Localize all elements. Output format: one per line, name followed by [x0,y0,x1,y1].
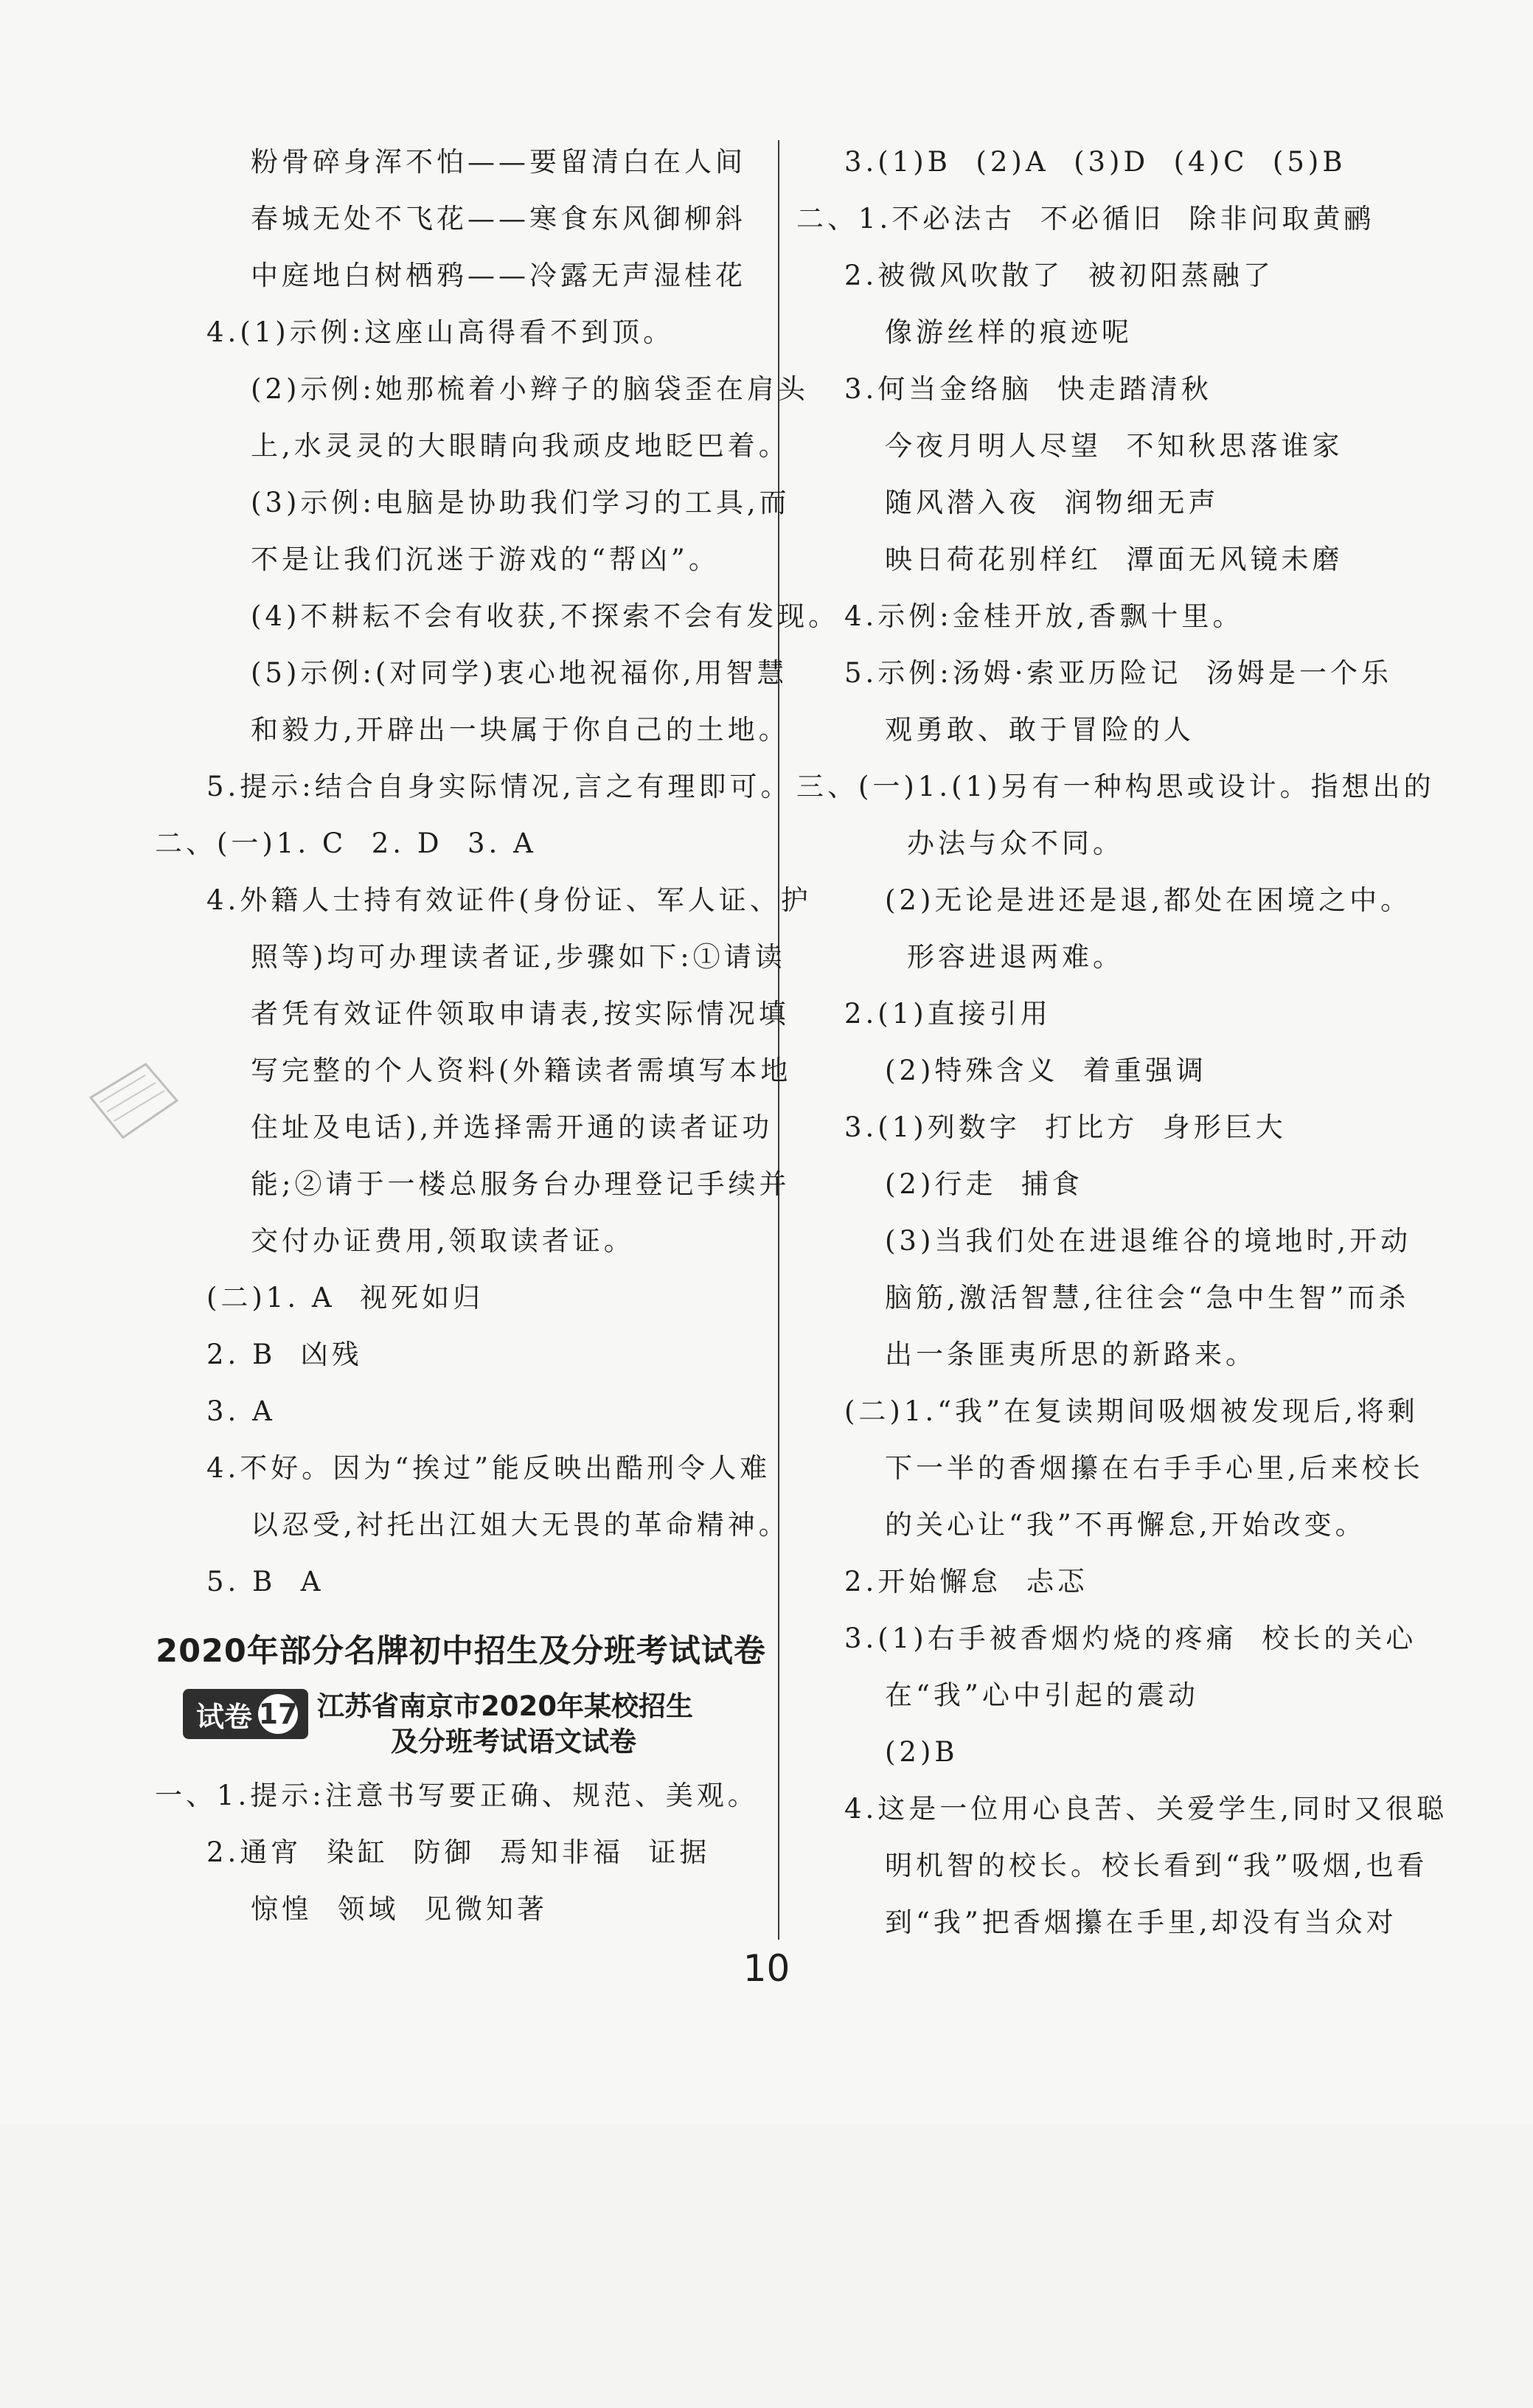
right-column-answer-line: 5.示例:汤姆·索亚历险记 汤姆是一个乐 [844,657,1393,689]
left-column-answer-line: 者凭有效证件领取申请表,按实际情况填 [251,998,790,1030]
left-column-answer-line: 住址及电话),并选择需开通的读者证功 [251,1111,774,1143]
right-column-answer-line: (2)行走 捕食 [885,1168,1083,1200]
right-column-answer-line: 3.何当金络脑 快走踏清秋 [844,373,1212,405]
left-column-answer-line: 5. B A [206,1566,324,1597]
left-column-answer-line: 中庭地白树栖鸦——冷露无声湿桂花 [251,260,746,291]
right-column-answer-line: 3.(1)列数字 打比方 身形巨大 [844,1111,1287,1143]
right-column-answer-line: (2)无论是进还是退,都处在困境之中。 [885,884,1412,916]
right-column-answer-line: 随风潜入夜 润物细无声 [885,487,1220,518]
left-column-answer-line: (2)示例:她那梳着小辫子的脑袋歪在肩头 [251,373,809,405]
left-column-answer-line: (5)示例:(对同学)衷心地祝福你,用智慧 [251,657,788,689]
left-column-answer-line: (二)1. A 视死如归 [206,1282,484,1314]
left-column-answer-line: 4.(1)示例:这座山高得看不到顶。 [206,316,675,348]
right-column-answer-line: 的关心让“我”不再懈怠,开始改变。 [885,1509,1366,1541]
left-column-answer-line: 5.提示:结合自身实际情况,言之有理即可。 [206,771,792,802]
left-column-after-line: 一、1.提示:注意书写要正确、规范、美观。 [155,1780,759,1811]
left-column-answer-line: 春城无处不飞花——寒食东风御柳斜 [251,203,746,235]
right-column-answer-line: 映日荷花别样红 潭面无风镜未磨 [885,544,1343,575]
right-column-answer-line: 到“我”把香烟攥在手里,却没有当众对 [885,1906,1397,1938]
right-column-answer-line: 二、1.不必法古 不必循旧 除非问取黄鹂 [796,203,1375,235]
right-column-answer-line: 像游丝样的痕迹呢 [885,316,1133,348]
left-column-answer-line: (4)不耕耘不会有收获,不探索不会有发现。 [251,600,840,632]
right-column-answer-line: 出一条匪夷所思的新路来。 [885,1339,1256,1370]
right-column-answer-line: (3)当我们处在进退维谷的境地时,开动 [885,1225,1412,1257]
right-column-answer-line: 今夜月明人尽望 不知秋思落谁家 [885,430,1343,462]
exam-title-line-1: 江苏省南京市2020年某校招生 [317,1690,693,1722]
right-column-answer-line: 观勇敢、敢于冒险的人 [885,714,1195,746]
exam-badge [183,1689,308,1739]
right-column-answer-line: 明机智的校长。校长看到“我”吸烟,也看 [885,1850,1428,1881]
right-column-answer-line: 在“我”心中引起的震动 [885,1679,1199,1711]
left-column-answer-line: 不是让我们沉迷于游戏的“帮凶”。 [251,544,720,575]
right-column-answer-line: 4.示例:金桂开放,香飘十里。 [844,600,1244,632]
left-column-answer-line: 和毅力,开辟出一块属于你自己的土地。 [251,714,790,746]
left-column-answer-line: 2. B 凶残 [206,1339,363,1370]
left-column-after-line: 2.通宵 染缸 防御 焉知非福 证据 [206,1836,711,1868]
right-column-answer-line: 三、(一)1.(1)另有一种构思或设计。指想出的 [796,771,1435,802]
left-column-answer-line: 以忍受,衬托出江姐大无畏的革命精神。 [251,1509,790,1541]
left-column-answer-line: 写完整的个人资料(外籍读者需填写本地 [251,1055,792,1086]
exam-badge-label: 试卷 [196,1700,253,1733]
right-column-answer-line: 形容进退两难。 [907,941,1124,973]
right-column-answer-line: 办法与众不同。 [907,827,1124,859]
right-column-answer-line: (二)1.“我”在复读期间吸烟被发现后,将剩 [844,1395,1419,1427]
right-column-answer-line: 2.被微风吹散了 被初阳蒸融了 [844,260,1274,291]
left-column-answer-line: 4.不好。因为“挨过”能反映出酷刑令人难 [206,1452,771,1484]
right-column-answer-line: 下一半的香烟攥在右手手心里,后来校长 [885,1452,1424,1484]
left-column-answer-line: 3. A [206,1395,276,1427]
left-column-answer-line: 交付办证费用,领取读者证。 [251,1225,635,1257]
page-number: 10 [743,1947,790,1990]
right-column-answer-line: 3.(1)右手被香烟灼烧的疼痛 校长的关心 [844,1623,1417,1654]
left-column-answer-line: 二、(一)1. C 2. D 3. A [155,827,537,859]
left-column-after-line: 惊惶 领域 见微知著 [251,1893,549,1925]
left-column-answer-line: 4.外籍人士持有效证件(身份证、军人证、护 [206,884,812,916]
right-column-answer-line: 3.(1)B (2)A (3)D (4)C (5)B [844,146,1346,178]
section-heading: 2020年部分名牌初中招生及分班考试试卷 [156,1633,766,1670]
exam-badge-number: 17 [258,1694,298,1734]
right-column-answer-line: 2.开始懈怠 忐忑 [844,1566,1088,1597]
exam-title [317,1689,767,1760]
column-divider [778,140,779,1940]
left-column-answer-line: (3)示例:电脑是协助我们学习的工具,而 [251,487,790,518]
left-column-answer-line: 照等)均可办理读者证,步骤如下:①请读 [251,941,786,973]
right-column-answer-line: (2)B [885,1736,959,1768]
left-column-answer-line: 粉骨碎身浑不怕——要留清白在人间 [251,146,746,178]
right-column-answer-line: (2)特殊含义 着重强调 [885,1055,1207,1086]
right-column-answer-line: 脑筋,激活智慧,往往会“急中生智”而杀 [885,1282,1410,1314]
left-column-answer-line: 能;②请于一楼总服务台办理登记手续并 [251,1168,790,1200]
right-column-answer-line: 2.(1)直接引用 [844,998,1051,1030]
exam-title-line-2: 及分班考试语文试卷 [391,1726,636,1758]
left-column-answer-line: 上,水灵灵的大眼睛向我顽皮地眨巴着。 [251,430,790,462]
right-column-answer-line: 4.这是一位用心良苦、关爱学生,同时又很聪 [844,1793,1448,1825]
